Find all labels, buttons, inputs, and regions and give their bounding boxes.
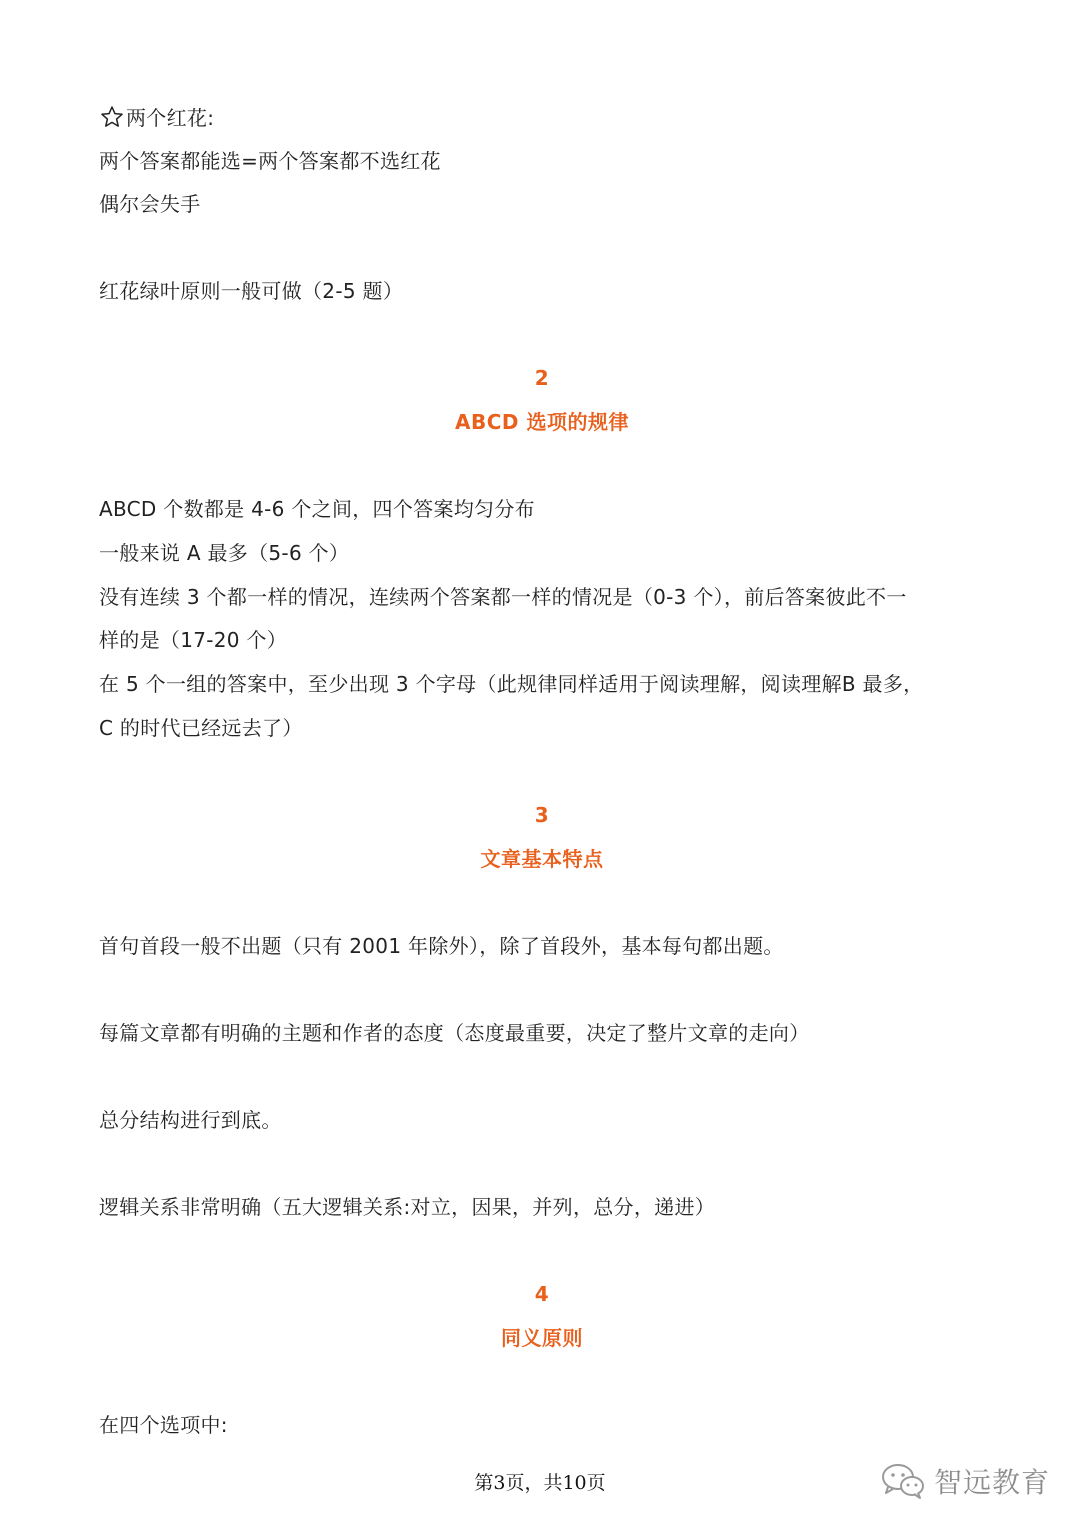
page-number: 第3页，共10页 [474,1472,606,1494]
text-line: 总分结构进行到底。 [99,1108,282,1132]
section-number: 3 [534,803,550,827]
star-outline-icon [100,105,124,129]
text-line: ABCD 个数都是 4-6 个之间，四个答案均匀分布 [99,497,535,521]
section-title: ABCD 选项的规律 [455,410,629,434]
wechat-icon [880,1462,926,1500]
star-line [100,104,214,132]
star-label: 两个红花: [126,106,215,130]
section-number: 2 [534,366,550,390]
section-title: 同义原则 [501,1326,583,1350]
text-line: 逻辑关系非常明确（五大逻辑关系:对立，因果，并列，总分，递进） [99,1195,716,1219]
text-line: 首句首段一般不出题（只有 2001 年除外），除了首段外，基本每句都出题。 [99,934,784,958]
text-line: 一般来说 A 最多（5-6 个） [99,541,350,565]
section-title: 文章基本特点 [480,847,604,871]
text-line: 没有连续 3 个都一样的情况，连续两个答案都一样的情况是（0-3 个），前后答案彼此不一 [99,585,907,609]
watermark-text: 智远教育 [934,1466,1051,1499]
text-line: 样的是（17-20 个） [99,628,288,652]
text-line: 偶尔会失手 [99,192,201,216]
text-line: 在四个选项中: [99,1413,228,1437]
text-line: 每篇文章都有明确的主题和作者的态度（态度最重要，决定了整片文章的走向） [99,1021,810,1045]
section-number: 4 [534,1282,550,1306]
text-line: 两个答案都能选=两个答案都不选红花 [99,149,441,173]
text-line: 在 5 个一组的答案中，至少出现 3 个字母（此规律同样适用于阅读理解，阅读理解B 最多， [99,672,924,696]
watermark [880,1461,1050,1501]
text-line: C 的时代已经远去了） [99,716,303,740]
text-line: 红花绿叶原则一般可做（2-5 题） [99,279,404,303]
